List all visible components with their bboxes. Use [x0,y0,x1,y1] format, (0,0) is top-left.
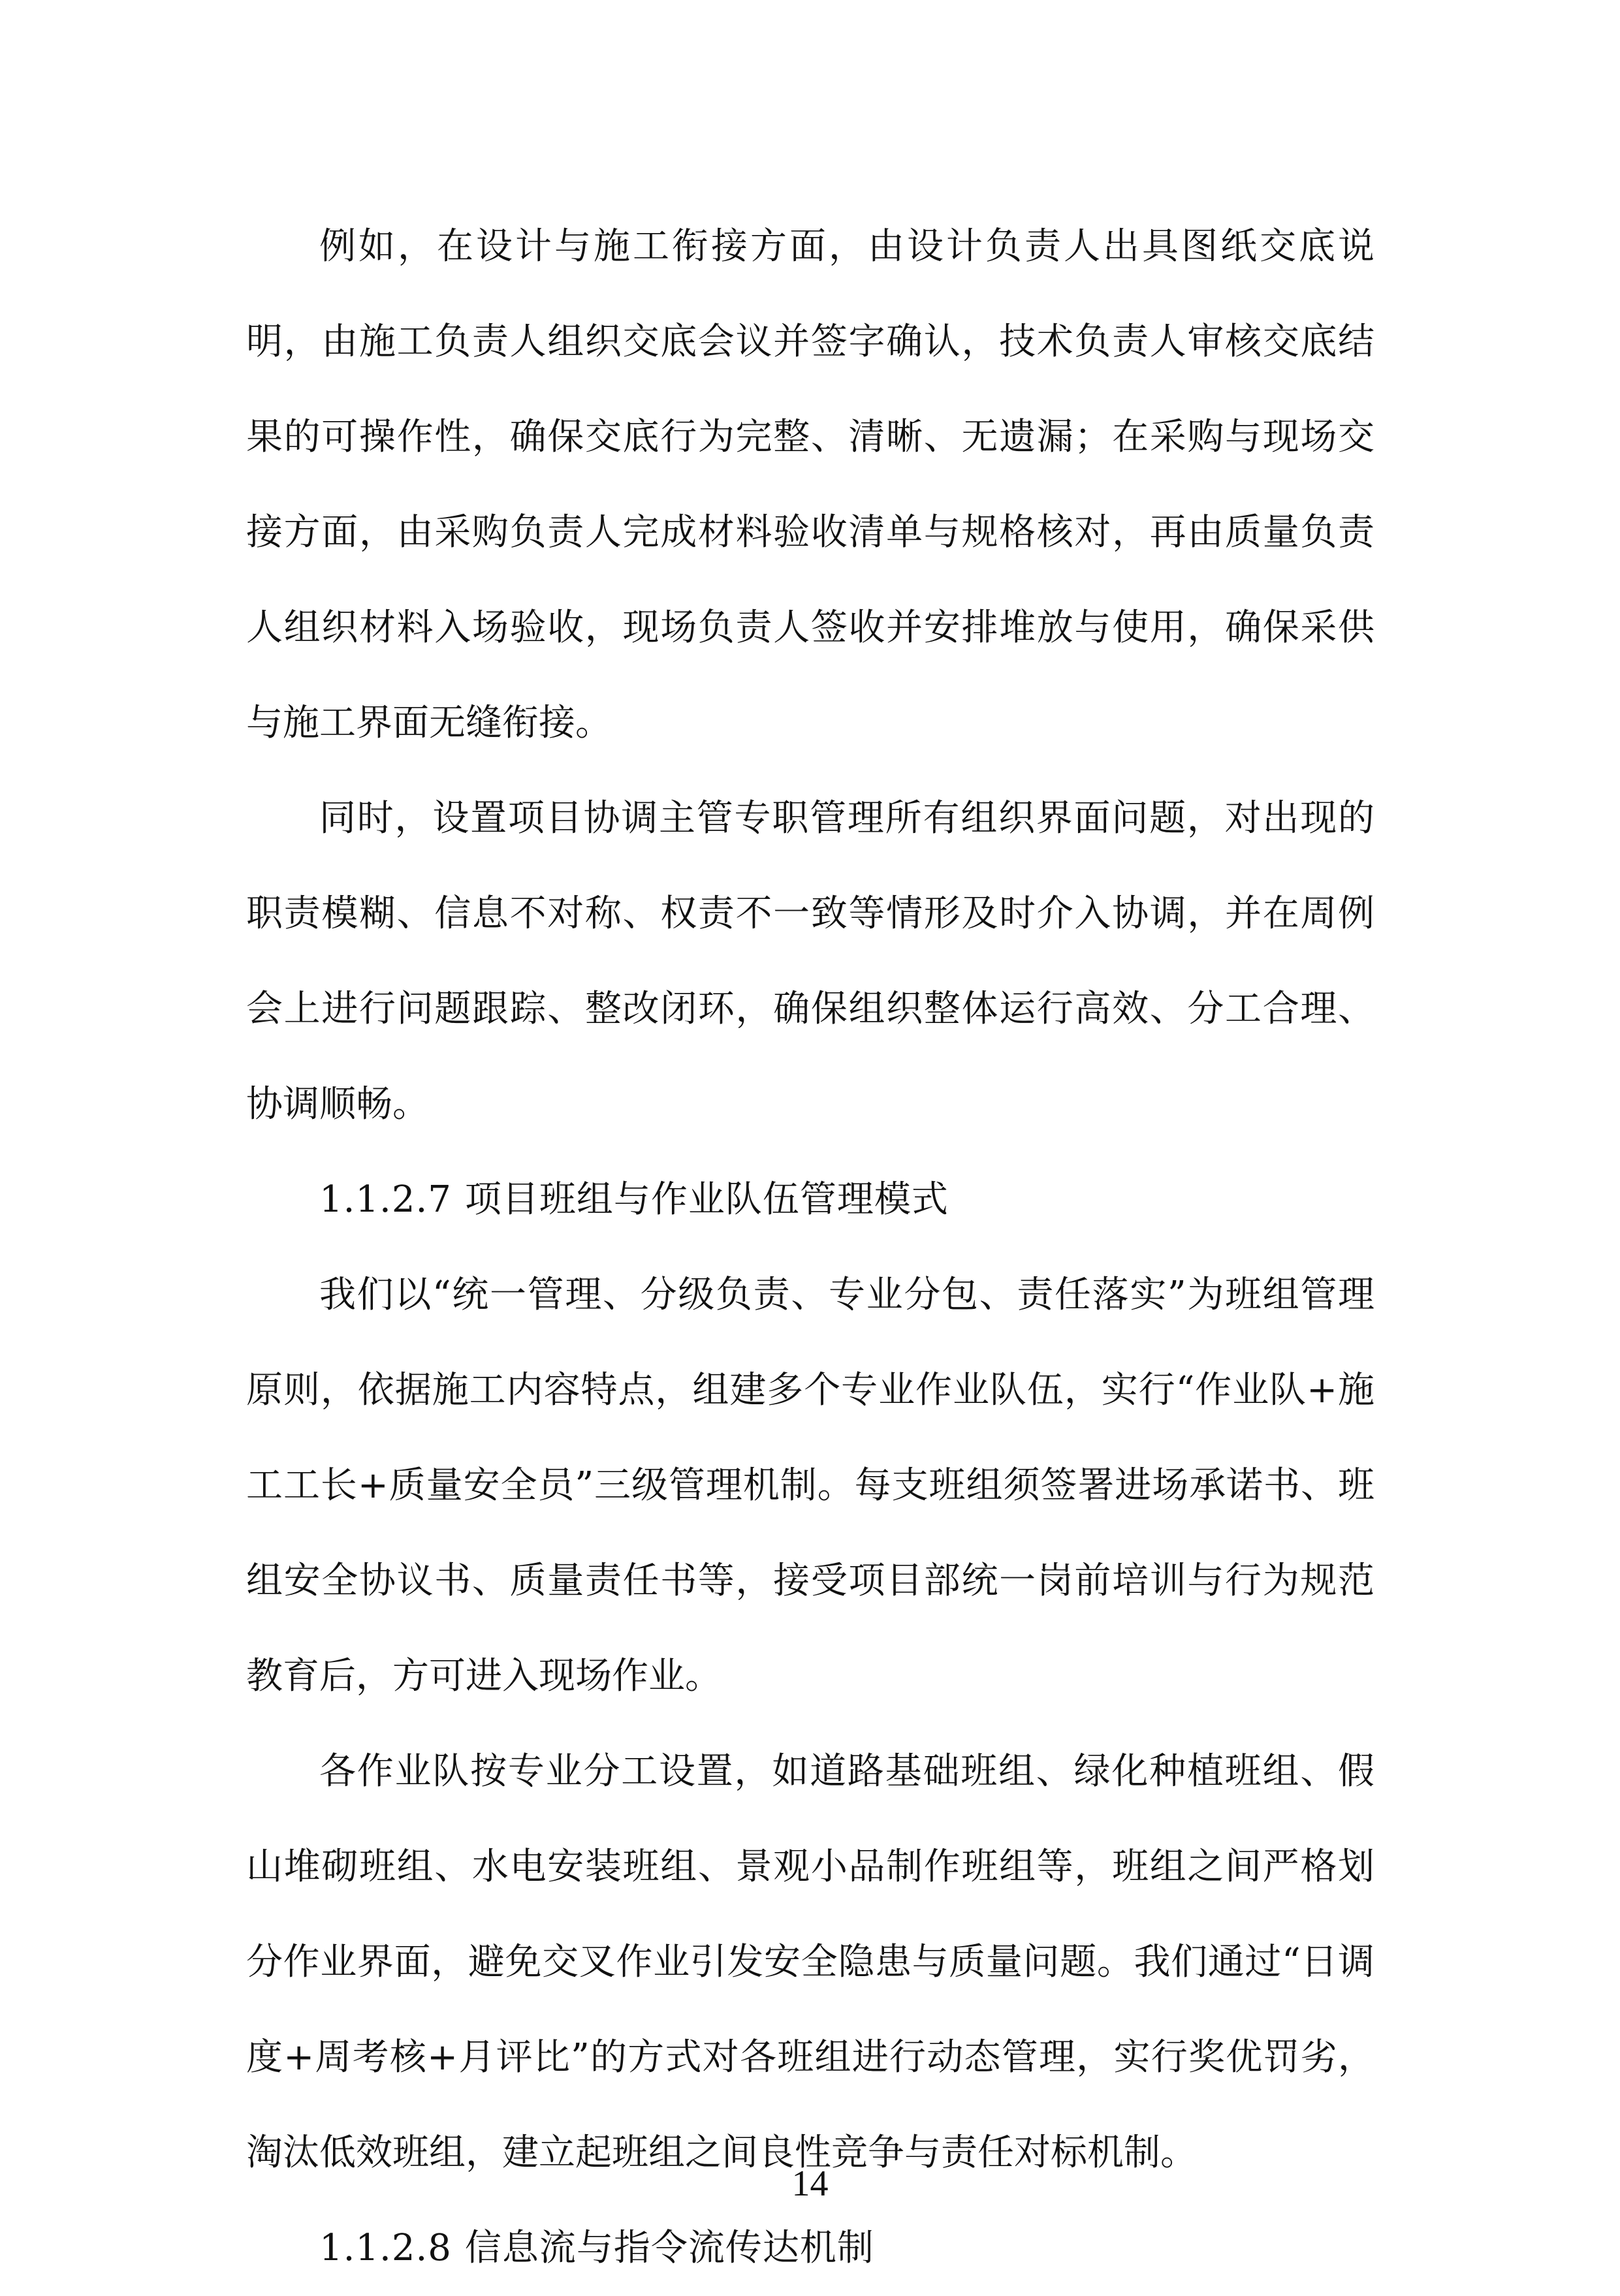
page-number: 14 [791,2163,829,2204]
section-title: 项目班组与作业队伍管理模式 [464,1178,949,1221]
section-heading-1128 [246,2201,1374,2296]
paragraph-team-division: 各作业队按专业分工设置，如道路基础班组、绿化种植班组、假山堆砌班组、水电安装班组、景观小品制作班组等，班组之间严格划分作业界面，避免交叉作业引发安全隐患与质量问题。我们通过“日调度+周考核+月评比”的方式对各班组进行动态管理，实行奖优罚劣，淘汰低效班组，建立起班组之间良性竞争与责任对标机制。 [246,1750,1374,2174]
section-title: 信息流与指令流传达机制 [464,2227,874,2269]
section-number: 1.1.2.8 [319,2227,452,2269]
paragraph-coordination-manager: 同时，设置项目协调主管专职管理所有组织界面问题，对出现的职责模糊、信息不对称、权责不一致等情形及时介入协调，并在周例会上进行问题跟踪、整改闭环，确保组织整体运行高效、分工合理、协调顺畅。 [246,797,1374,1125]
page-body [246,199,1374,2296]
paragraph-team-principles: 我们以“统一管理、分级负责、专业分包、责任落实”为班组管理原则，依据施工内容特点，组建多个专业作业队伍，实行“作业队+施工工长+质量安全员”三级管理机制。每支班组须签署进场承诺书、班组安全协议书、质量责任书等，接受项目部统一岗前培训与行为规范教育后，方可进入现场作业。 [246,1274,1374,1697]
section-heading-1127 [246,1152,1374,1248]
paragraph-interface-example: 例如，在设计与施工衔接方面，由设计负责人出具图纸交底说明，由施工负责人组织交底会议并签字确认，技术负责人审核交底结果的可操作性，确保交底行为完整、清晰、无遗漏；在采购与现场交接方面，由采购负责人完成材料验收清单与规格核对，再由质量负责人组织材料入场验收，现场负责人签收并安排堆放与使用，确保采供与施工界面无缝衔接。 [246,225,1374,744]
section-number: 1.1.2.7 [319,1178,452,1221]
